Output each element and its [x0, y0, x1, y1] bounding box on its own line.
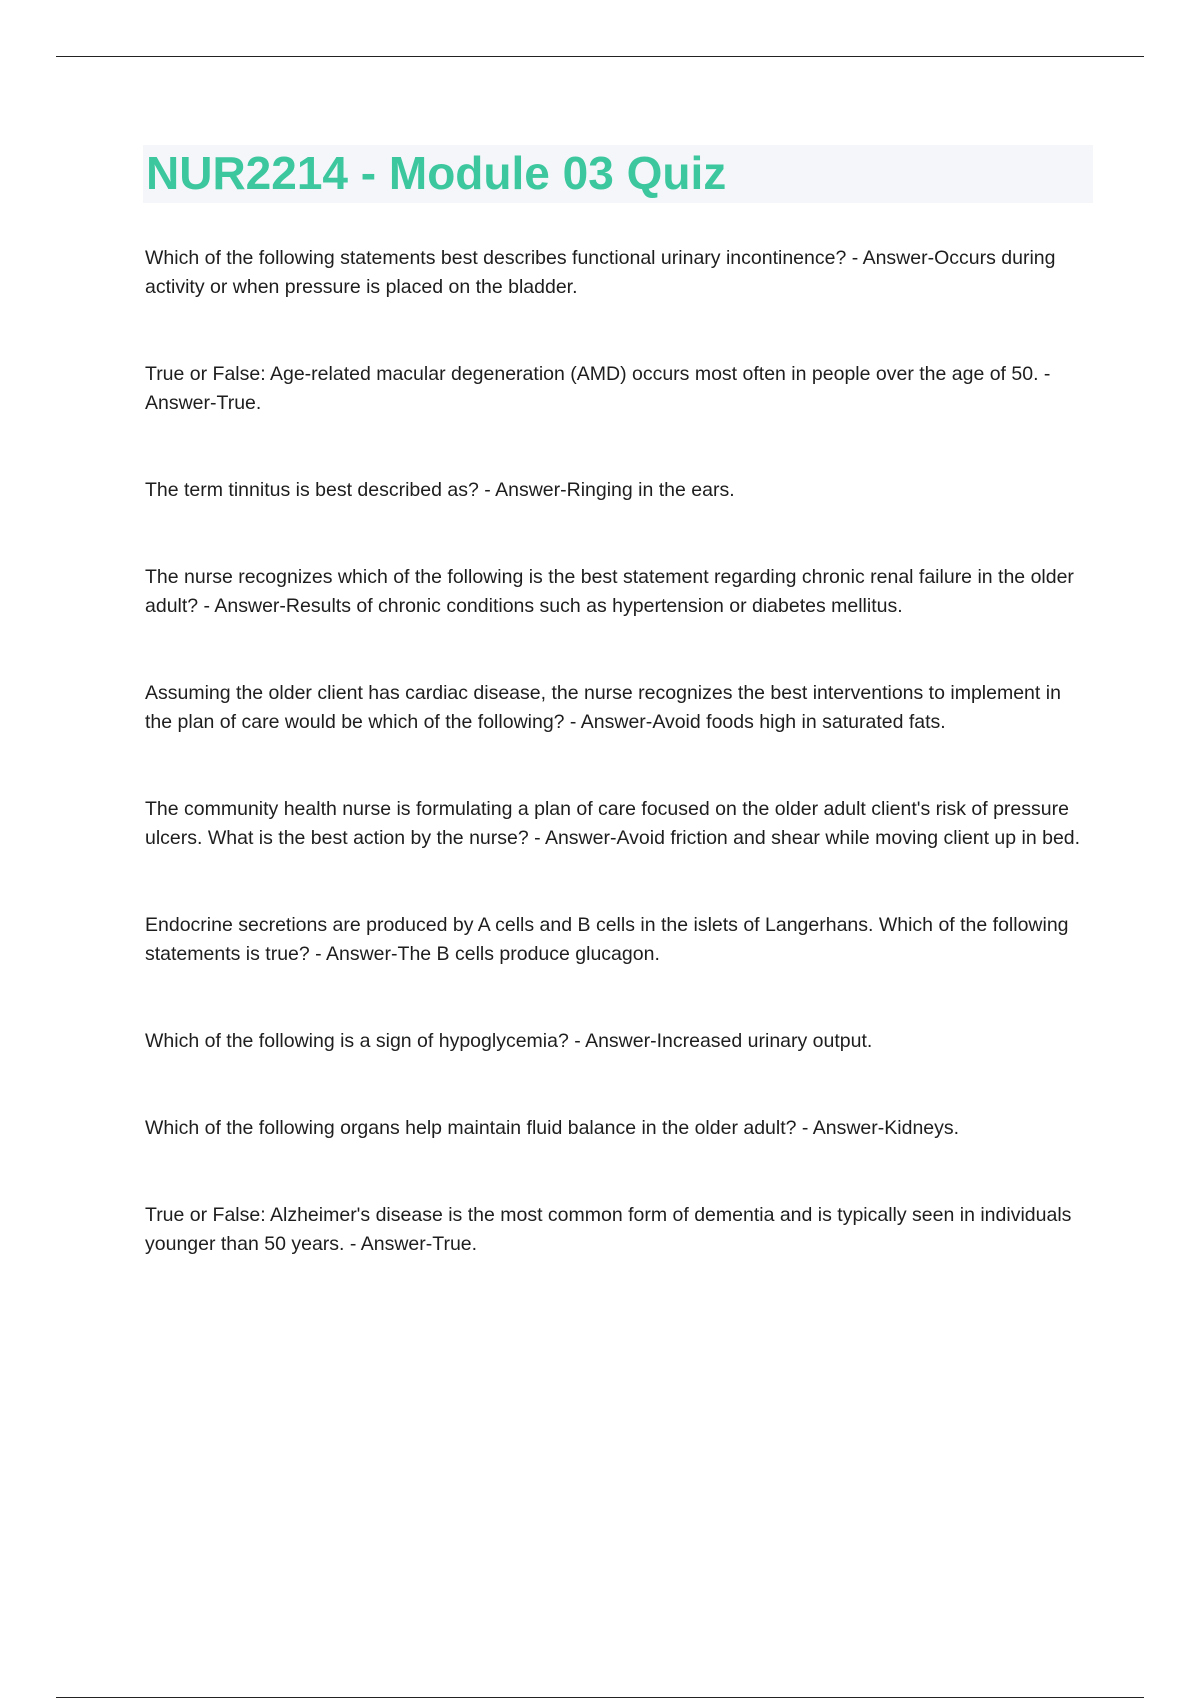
answer-prefix: Answer- [580, 711, 653, 733]
answer-prefix: Answer- [145, 392, 217, 414]
qa-item-8 [145, 1027, 1093, 1056]
answer-text: Avoid foods high in saturated fats. [652, 711, 946, 733]
question-text: Which of the following organs help maintain fluid balance in the older adult? - [145, 1117, 809, 1139]
answer-prefix: Answer- [812, 1117, 885, 1139]
answer-prefix: Answer- [544, 827, 617, 849]
page-title: NUR2214 - Module 03 Quiz [146, 147, 727, 199]
answer-text: The B cells produce glucagon. [397, 943, 660, 965]
answer-prefix: Answer- [585, 1030, 657, 1052]
answer-prefix: Answer- [214, 595, 286, 617]
question-text: Endocrine secretions are produced by A cells and B cells in the islets of Langerhans. Which of the following statements is true? - [145, 914, 1069, 965]
qa-list [145, 244, 1093, 1317]
question-text: The term tinnitus is best described as? - [145, 479, 491, 501]
top-rule [56, 56, 1144, 57]
question-text: True or False: Age-related macular degeneration (AMD) occurs most often in people over the age of 50. - [145, 363, 1051, 385]
question-text: True or False: Alzheimer's disease is the most common form of dementia and is typically seen in individuals younger than 50 years. - [145, 1204, 1072, 1255]
qa-item-10 [145, 1201, 1093, 1259]
question-text: The community health nurse is formulating a plan of care focused on the older adult client's risk of pressure ulcers. What is the best action by the nurse? - [145, 798, 1069, 849]
qa-item-7 [145, 911, 1093, 969]
qa-item-4 [145, 563, 1093, 621]
answer-text: Results of chronic conditions such as hypertension or diabetes mellitus. [285, 595, 903, 617]
qa-item-6 [145, 795, 1093, 853]
question-text: Assuming the older client has cardiac disease, the nurse recognizes the best interventions to implement in the plan of care would be which of the following? - [145, 682, 1061, 733]
answer-text: Occurs during activity or when pressure is placed on the bladder. [145, 247, 1056, 298]
qa-item-3 [145, 476, 1093, 505]
qa-item-1 [145, 244, 1093, 302]
answer-prefix: Answer- [495, 479, 567, 501]
question-text: Which of the following statements best describes functional urinary incontinence? - [145, 247, 859, 269]
qa-item-2 [145, 360, 1093, 418]
answer-prefix: Answer- [360, 1233, 433, 1255]
qa-item-9 [145, 1114, 1093, 1143]
answer-text: Ringing in the ears. [566, 479, 735, 501]
question-text: Which of the following is a sign of hypoglycemia? - [145, 1030, 581, 1052]
qa-item-5 [145, 679, 1093, 737]
answer-text: True. [432, 1233, 478, 1255]
answer-text: Kidneys. [884, 1117, 960, 1139]
answer-text: True. [216, 392, 262, 414]
bottom-rule [56, 1697, 1144, 1698]
question-text: The nurse recognizes which of the following is the best statement regarding chronic renal failure in the older adult? - [145, 566, 1074, 617]
answer-prefix: Answer- [326, 943, 398, 965]
answer-prefix: Answer- [862, 247, 935, 269]
answer-text: Avoid friction and shear while moving client up in bed. [616, 827, 1081, 849]
answer-text: Increased urinary output. [656, 1030, 873, 1052]
